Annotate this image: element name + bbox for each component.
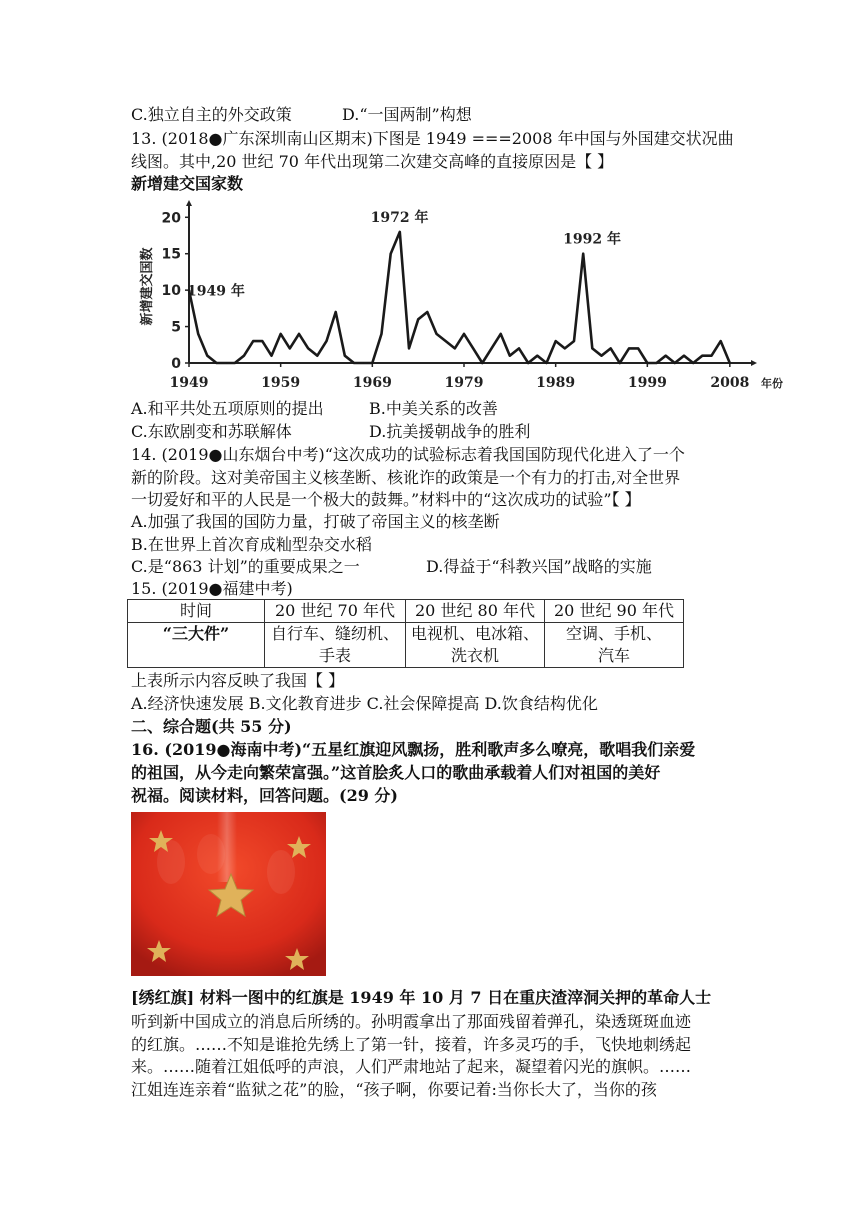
table-row-label: “三大件” <box>128 623 265 668</box>
material-tag: [绣红旗] <box>131 988 195 1007</box>
q16-material-line5: 江姐连连亲着“监狱之花”的脸，“孩子啊，你要记着:当你长大了，当你的孩 <box>131 1080 657 1099</box>
data-point <box>674 362 676 364</box>
data-point <box>711 355 713 357</box>
x-axis-label: 年份 <box>761 377 783 390</box>
data-point <box>371 362 373 364</box>
data-point <box>289 348 291 350</box>
data-point <box>463 333 465 335</box>
data-point <box>206 355 208 357</box>
table-header-row <box>128 600 684 623</box>
y-tick-label: 20 <box>161 210 181 227</box>
diplomatic-relations-chart <box>131 198 783 396</box>
q13-stem-line2: 线图。其中,20 世纪 70 年代出现第二次建交高峰的直接原因是【 】 <box>131 152 614 171</box>
q16-stem-line3: 祝福。阅读材料，回答问题。(29 分) <box>131 786 398 805</box>
q15-options: A.经济快速发展 B.文化教育进步 C.社会保障提高 D.饮食结构优化 <box>131 694 598 713</box>
data-point <box>408 348 410 350</box>
data-point <box>335 311 337 313</box>
data-point <box>216 362 218 364</box>
data-point <box>252 340 254 342</box>
material-label: 材料一图中的红旗是 1949 年 10 月 7 日在重庆渣滓洞关押的革命人士 <box>194 988 712 1007</box>
table-cell-line: 手表 <box>318 646 351 665</box>
data-point <box>197 333 199 335</box>
table-cell <box>406 623 545 668</box>
data-point <box>573 340 575 342</box>
data-point <box>271 355 273 357</box>
data-point <box>326 340 328 342</box>
q12-option-d: D.“一国两制”构想 <box>342 105 472 124</box>
q14-stem-line1: 14. (2019●山东烟台中考)“这次成功的试验标志着我国国防现代化进入了一个 <box>131 445 685 464</box>
data-point <box>619 362 621 364</box>
chart-caption: 新增建交国家数 <box>131 174 244 193</box>
q14-option-b: B.在世界上首次育成籼型杂交水稻 <box>131 535 372 554</box>
data-point <box>656 362 658 364</box>
q14-stem-line2: 新的阶段。这对美帝国主义核垄断、核讹诈的政策是一个有力的打击,对全世界 <box>131 468 681 487</box>
x-tick-label: 1969 <box>352 375 392 391</box>
data-point <box>683 355 685 357</box>
annotation-label: 1949 年 <box>187 283 245 300</box>
data-point <box>646 362 648 364</box>
table-header-cell: 20 世纪 90 年代 <box>545 600 684 623</box>
data-point <box>472 348 474 350</box>
data-point <box>637 348 639 350</box>
x-tick-label: 2008 <box>710 375 750 391</box>
data-point <box>298 333 300 335</box>
y-tick-label: 15 <box>161 246 181 263</box>
data-point <box>454 348 456 350</box>
q16-material-line1 <box>131 987 711 1009</box>
data-point <box>243 355 245 357</box>
annotation-label: 1992 年 <box>563 231 622 248</box>
data-point <box>701 355 703 357</box>
data-point <box>536 355 538 357</box>
q16-material-line3: 的红旗。……不知是谁抢先绣上了第一针，接着，许多灵巧的手，飞快地刺绣起 <box>131 1035 692 1054</box>
data-point <box>500 333 502 335</box>
data-point <box>307 348 309 350</box>
data-point <box>729 362 731 364</box>
data-point <box>665 355 667 357</box>
data-point <box>280 333 282 335</box>
q14-option-c: C.是“863 计划”的重要成果之一 <box>131 557 360 576</box>
q14-option-d: D.得益于“科教兴国”战略的实施 <box>426 557 652 576</box>
table-cell-line: 空调、手机、 <box>565 624 662 643</box>
q13-option-a: A.和平共处五项原则的提出 <box>131 399 324 418</box>
y-axis-arrow <box>186 200 192 206</box>
q13-option-c: C.东欧剧变和苏联解体 <box>131 422 292 441</box>
data-point <box>225 362 227 364</box>
data-point <box>417 318 419 320</box>
data-point <box>234 362 236 364</box>
data-point <box>316 355 318 357</box>
data-point <box>546 362 548 364</box>
table-cell-line: 洗衣机 <box>450 646 499 665</box>
q12-option-c: C.独立自主的外交政策 <box>131 105 292 124</box>
table-header-cell: 时间 <box>128 600 265 623</box>
data-point <box>518 348 520 350</box>
y-tick-label: 0 <box>171 356 181 372</box>
q13-option-d: D.抗美援朝战争的胜利 <box>369 422 531 441</box>
q16-stem-line1: 16. (2019●海南中考)“五星红旗迎风飘扬，胜利歌声多么嘹亮，歌唱我们亲爱 <box>131 740 696 759</box>
x-tick-label: 1999 <box>627 375 667 391</box>
data-point <box>353 362 355 364</box>
data-point <box>591 348 593 350</box>
table-header-cell: 20 世纪 80 年代 <box>406 600 545 623</box>
x-tick-label: 1979 <box>444 375 484 391</box>
y-tick-label: 10 <box>161 283 181 300</box>
y-tick-label: 5 <box>171 319 181 336</box>
annotation-label: 1972 年 <box>370 209 429 226</box>
data-point <box>362 362 364 364</box>
table-cell-line: 电视机、电冰箱、 <box>410 624 539 643</box>
data-point <box>720 340 722 342</box>
section-title: 二、综合题(共 55 分) <box>131 717 292 736</box>
data-point <box>527 362 529 364</box>
q14-stem-line3: 一切爱好和平的人民是一个极大的鼓舞。”材料中的“这次成功的试验”【 】 <box>131 490 641 509</box>
data-point <box>344 355 346 357</box>
data-point <box>426 311 428 313</box>
table-cell-line: 自行车、缝纫机、 <box>270 624 399 643</box>
x-axis-arrow <box>751 360 757 366</box>
data-point <box>261 340 263 342</box>
q13-option-b: B.中美关系的改善 <box>369 399 498 418</box>
q13-stem-line1: 13. (2018●广东深圳南山区期末)下图是 1949 ===2008 年中国与外国建交状况曲 <box>131 129 734 148</box>
data-point <box>399 231 401 233</box>
y-axis-label: 新增建交国数 <box>140 247 155 326</box>
data-point <box>564 348 566 350</box>
data-point <box>436 333 438 335</box>
data-point <box>390 253 392 255</box>
data-point <box>509 355 511 357</box>
q15-stem: 15. (2019●福建中考) <box>131 579 293 598</box>
q15-after-table: 上表所示内容反映了我国【 】 <box>131 671 345 690</box>
x-tick-label: 1989 <box>536 375 576 391</box>
table-cell <box>265 623 406 668</box>
table-row <box>128 623 684 668</box>
series-line <box>189 232 730 363</box>
table-cell <box>545 623 684 668</box>
q16-stem-line2: 的祖国，从今走向繁荣富强。”这首脍炙人口的歌曲承载着人们对祖国的美好 <box>131 763 661 782</box>
data-point <box>481 362 483 364</box>
x-tick-label: 1949 <box>169 375 209 391</box>
data-point <box>381 333 383 335</box>
data-point <box>628 348 630 350</box>
q16-material-line2: 听到新中国成立的消息后所绣的。孙明霞拿出了那面残留着弹孔，染透斑斑血迹 <box>131 1012 692 1031</box>
table-cell-line: 汽车 <box>597 646 630 665</box>
q16-material-line4: 来。……随着江姐低呼的声浪，人们严肃地站了起来，凝望着闪光的旗帜。…… <box>131 1057 692 1076</box>
data-point <box>610 348 612 350</box>
data-point <box>491 348 493 350</box>
x-tick-label: 1959 <box>261 375 301 391</box>
embroidered-red-flag-photo <box>131 812 326 976</box>
data-point <box>582 253 584 255</box>
data-point <box>555 340 557 342</box>
table-header-cell: 20 世纪 70 年代 <box>265 600 406 623</box>
three-items-table <box>127 599 684 668</box>
q14-option-a: A.加强了我国的国防力量，打破了帝国主义的核垄断 <box>131 512 500 531</box>
data-point <box>445 340 447 342</box>
data-point <box>692 362 694 364</box>
data-point <box>601 355 603 357</box>
